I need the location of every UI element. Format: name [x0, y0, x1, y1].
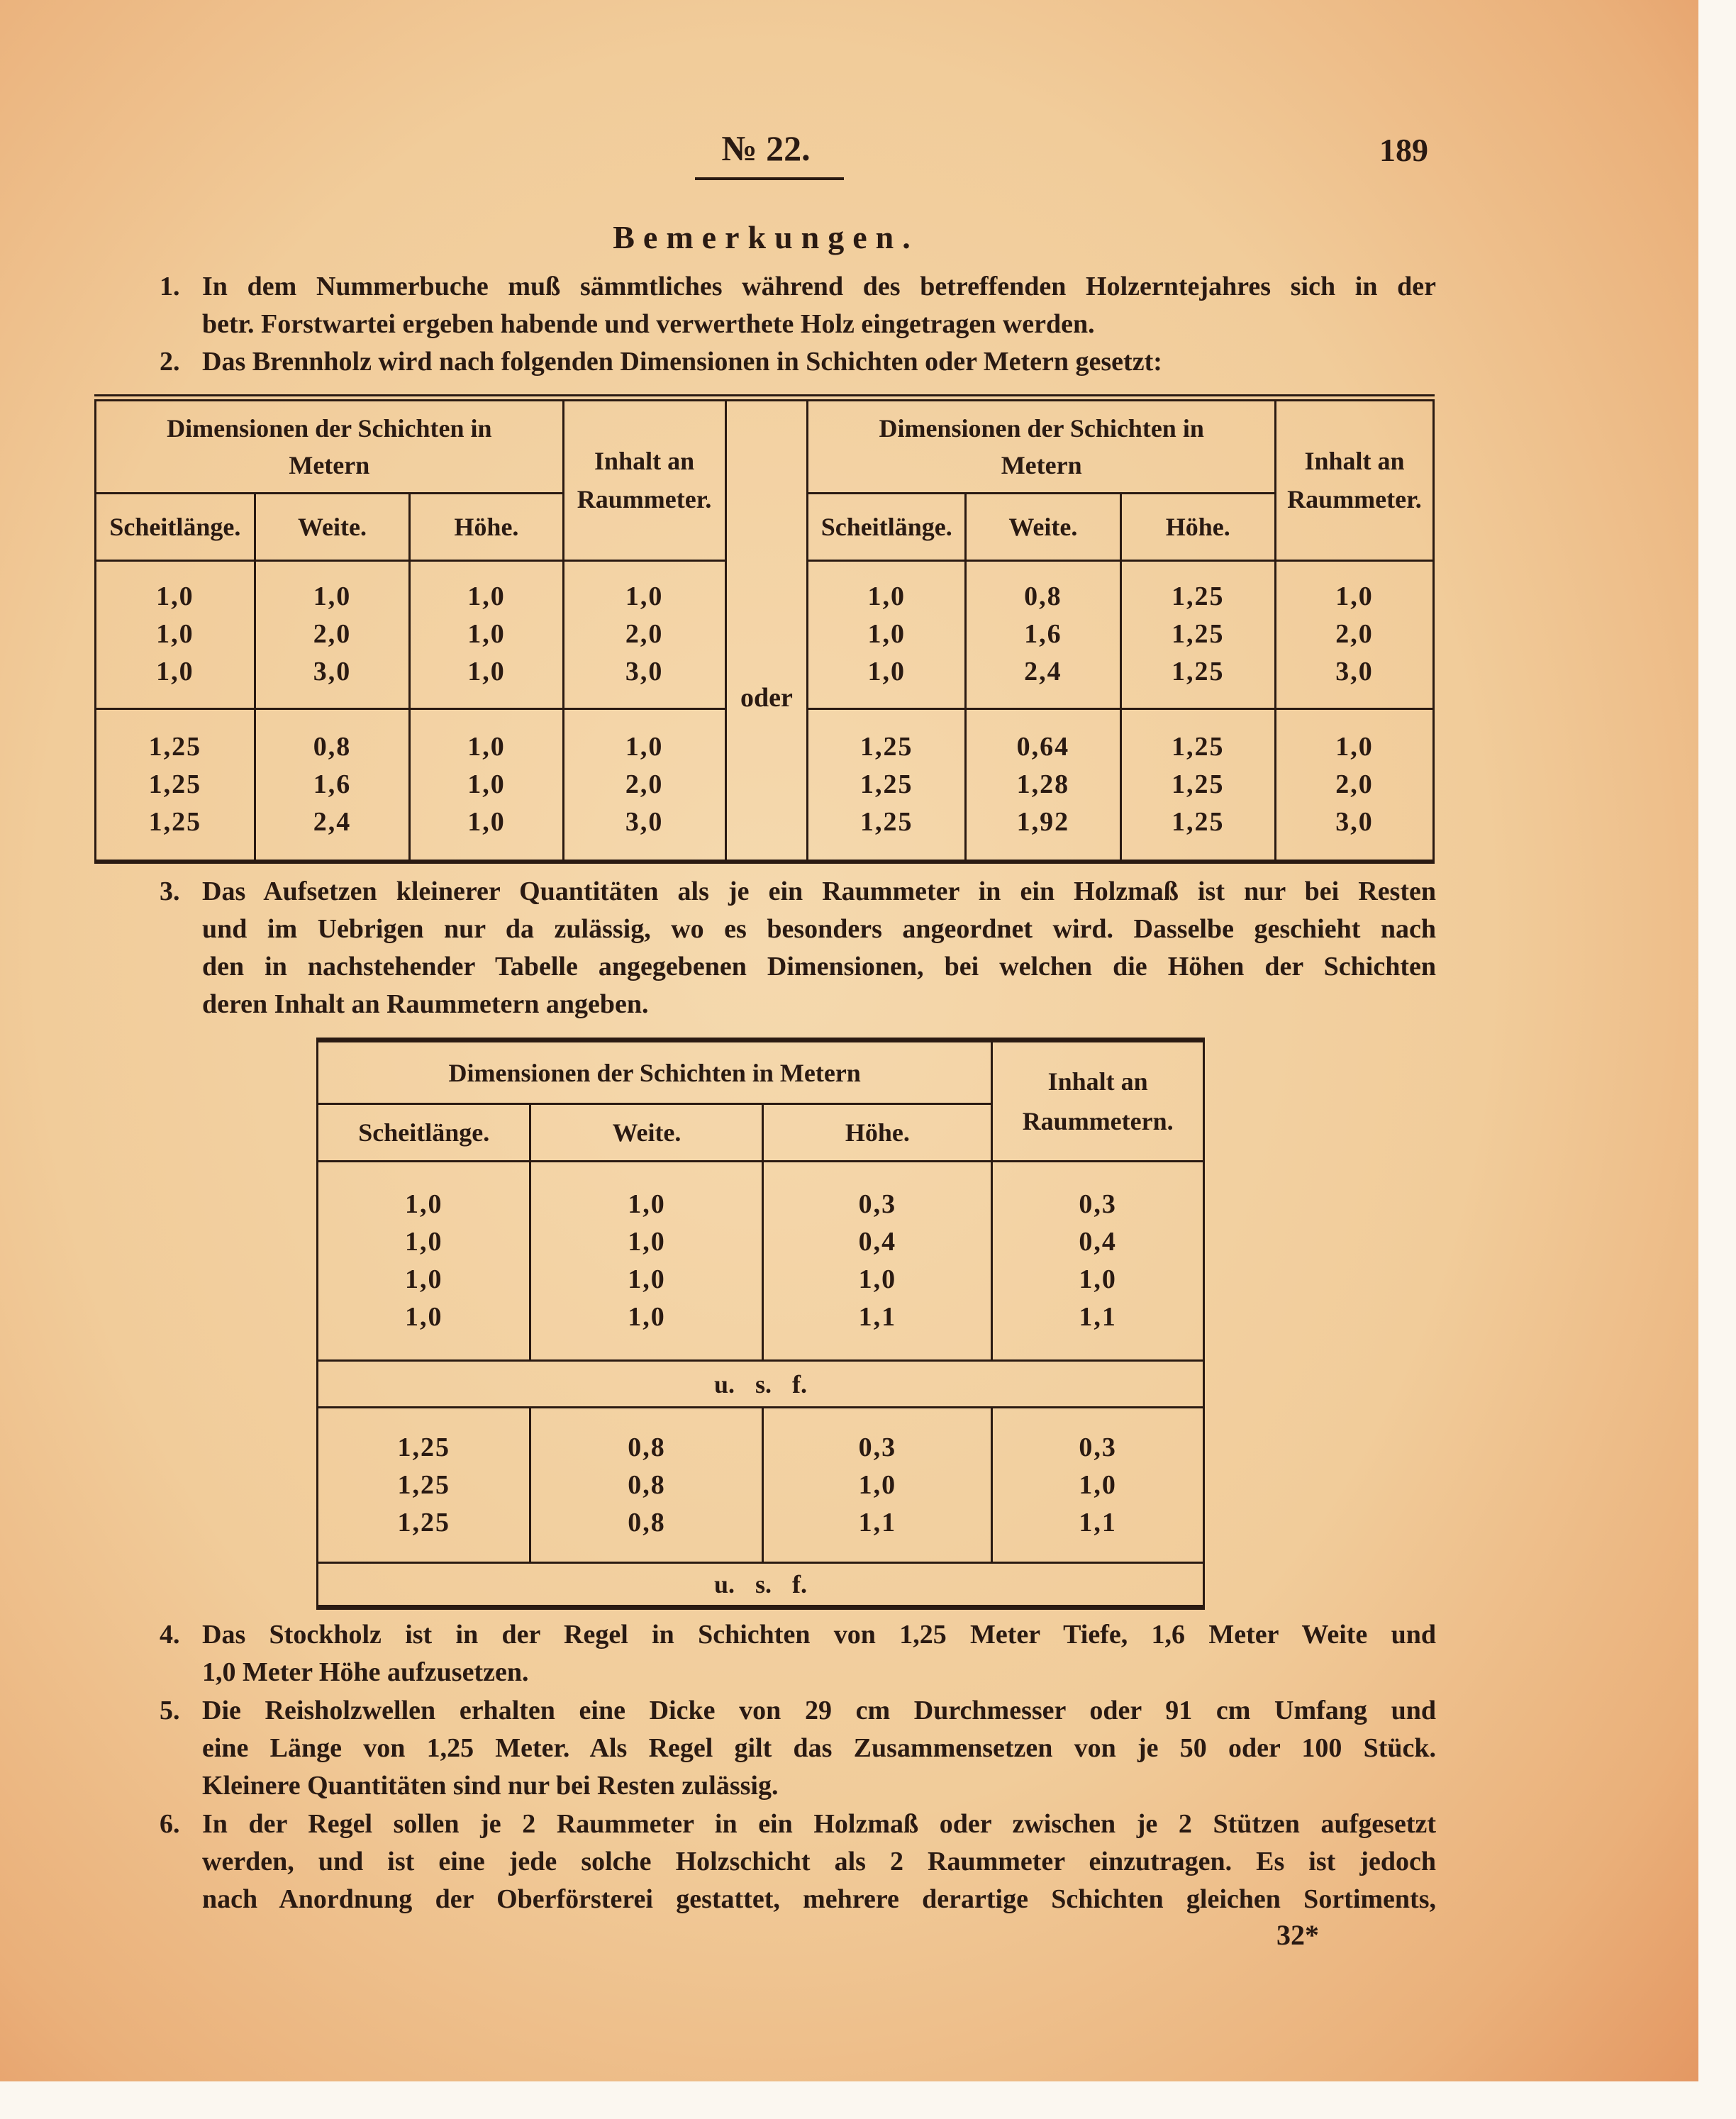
small-quantities-table	[316, 1038, 1205, 1610]
paragraph-line: nach Anordnung der Oberförsterei gestattet, mehrere derartige Schichten gleichen Sortiments,	[202, 1884, 1436, 1914]
cell-value: 1,25	[1172, 806, 1225, 837]
paragraph-line: betr. Forstwartei ergeben habende und verwerthete Holz eingetragen werden.	[202, 309, 1095, 339]
cell-value: 1,25	[1172, 582, 1225, 611]
paragraph-line: den in nachstehender Tabelle angegebenen Dimensionen, bei welchen die Höhen der Schichten	[202, 952, 1436, 981]
continuation-row: u. s. f.	[318, 1563, 1204, 1608]
cell-value: 1,25	[148, 769, 202, 799]
cell-value: 1,25	[860, 806, 913, 837]
cell-value: 1,0	[404, 1227, 443, 1257]
data-cell	[808, 708, 966, 862]
firewood-dimensions-table	[94, 394, 1435, 864]
paragraph-line: eine Länge von 1,25 Meter. Als Regel gilt das Zusammensetzen von je 50 oder 100 Stück.	[202, 1733, 1436, 1763]
cell-value: 1,0	[404, 1302, 443, 1332]
cell-value: 3,0	[1335, 806, 1374, 837]
cell-value: 1,0	[156, 619, 194, 649]
cell-value: 1,0	[467, 769, 506, 799]
paragraph-line: Die Reisholzwellen erhalten eine Dicke von 29 cm Durchmesser oder 91 cm Umfang und	[202, 1696, 1436, 1725]
cell-value: 1,28	[1016, 769, 1070, 799]
data-cell	[992, 1408, 1204, 1563]
cell-value: 0,3	[1079, 1432, 1117, 1462]
cell-value: 0,3	[858, 1432, 897, 1462]
cell-value: 2,0	[1335, 769, 1374, 799]
cell-value: 1,0	[867, 619, 906, 649]
cell-value: 1,25	[860, 731, 913, 762]
paragraph-line: Das Brennholz wird nach folgenden Dimensionen in Schichten oder Metern gesetzt:	[202, 347, 1162, 377]
data-cell	[318, 1408, 530, 1563]
cell-value: 1,0	[858, 1469, 897, 1500]
header-rule	[695, 177, 844, 180]
cell-value: 0,8	[313, 731, 352, 762]
cell-value: 1,25	[397, 1507, 450, 1537]
cell-value: 1,25	[148, 731, 202, 762]
cell-value: 1,25	[1172, 731, 1225, 762]
data-cell	[96, 708, 255, 862]
cell-value: 2,4	[1024, 657, 1062, 686]
cell-value: 1,0	[628, 1189, 666, 1219]
cell-value: 1,0	[1079, 1264, 1117, 1294]
cell-value: 1,0	[625, 731, 664, 762]
cell-value: 1,0	[467, 619, 506, 649]
cell-value: 1,1	[858, 1507, 897, 1537]
cell-value: 2,0	[625, 769, 664, 799]
cell-value: 1,0	[313, 582, 352, 611]
cell-value: 1,0	[867, 582, 906, 611]
cell-value: 1,1	[1079, 1507, 1117, 1537]
paragraph-line: deren Inhalt an Raummetern angeben.	[202, 989, 649, 1019]
cell-value: 1,25	[148, 806, 202, 837]
data-cell	[255, 560, 409, 708]
data-cell	[410, 708, 563, 862]
paragraph-line: In dem Nummerbuche muß sämmtliches während des betreffenden Holzerntejahres sich in der	[202, 272, 1436, 301]
cell-value: 1,25	[397, 1432, 450, 1462]
cell-value: 2,0	[625, 619, 664, 649]
document-number: № 22.	[721, 128, 811, 168]
column-header: Weite.	[255, 493, 409, 560]
data-cell	[808, 560, 966, 708]
paragraph-line: Kleinere Quantitäten sind nur bei Resten zulässig.	[202, 1771, 779, 1801]
cell-value: 2,0	[313, 619, 352, 649]
paragraph-number: 2.	[160, 347, 180, 377]
cell-value: 1,0	[625, 582, 664, 611]
cell-value: 1,25	[860, 769, 913, 799]
paragraph-number: 1.	[160, 272, 180, 301]
data-cell	[563, 708, 725, 862]
data-cell	[530, 1408, 763, 1563]
content-header: Inhalt an Raummeter.	[1275, 398, 1433, 560]
paragraph-number: 3.	[160, 877, 180, 906]
cell-value: 1,92	[1016, 806, 1070, 837]
data-cell	[1275, 708, 1433, 862]
cell-value: 0,4	[858, 1227, 897, 1257]
cell-value: 1,0	[156, 657, 194, 686]
paragraph-line: werden, und ist eine jede solche Holzschicht als 2 Raummeter einzutragen. Es ist jedoch	[202, 1847, 1436, 1876]
cell-value: 0,3	[1079, 1189, 1117, 1219]
data-cell	[1120, 560, 1275, 708]
data-cell	[318, 1162, 530, 1361]
paragraph-line: und im Uebrigen nur da zulässig, wo es besonders angeordnet wird. Dasselbe geschieht nach	[202, 914, 1436, 944]
column-header: Weite.	[966, 493, 1120, 560]
cell-value: 1,25	[1172, 769, 1225, 799]
data-cell	[966, 560, 1120, 708]
cell-value: 1,6	[313, 769, 352, 799]
cell-value: 1,1	[858, 1302, 897, 1332]
cell-value: 0,8	[628, 1507, 666, 1537]
cell-value: 3,0	[313, 657, 352, 686]
content-header: Inhalt an Raummeter.	[563, 398, 725, 560]
cell-value: 1,0	[404, 1264, 443, 1294]
paragraph-line: 1,0 Meter Höhe aufzusetzen.	[202, 1657, 529, 1687]
data-cell	[96, 560, 255, 708]
cell-value: 1,25	[1172, 619, 1225, 649]
paragraph-number: 6.	[160, 1809, 180, 1839]
data-cell	[255, 708, 409, 862]
page-number: 189	[1379, 132, 1428, 168]
cell-value: 1,0	[404, 1189, 443, 1219]
cell-value: 1,0	[1335, 731, 1374, 762]
cell-value: 1,0	[467, 582, 506, 611]
data-cell	[530, 1162, 763, 1361]
column-header: Höhe.	[410, 493, 563, 560]
column-header: Scheitlänge.	[808, 493, 966, 560]
paragraph-number: 5.	[160, 1696, 180, 1725]
group-header: Dimensionen der Schichten in Metern	[96, 398, 564, 493]
cell-value: 1,25	[397, 1469, 450, 1500]
cell-value: 3,0	[625, 657, 664, 686]
column-header: Höhe.	[1120, 493, 1275, 560]
section-title: Bemerkungen.	[613, 219, 919, 255]
cell-value: 0,8	[1024, 582, 1062, 611]
cell-value: 1,0	[467, 806, 506, 837]
column-header: Höhe.	[763, 1104, 992, 1162]
paragraph-line: In der Regel sollen je 2 Raummeter in ein Holzmaß oder zwischen je 2 Stützen aufgesetzt	[202, 1809, 1436, 1839]
column-header: Scheitlänge.	[96, 493, 255, 560]
group-header: Dimensionen der Schichten in Metern	[808, 398, 1276, 493]
cell-value: 3,0	[625, 806, 664, 837]
column-header: Scheitlänge.	[318, 1104, 530, 1162]
cell-value: 1,0	[1335, 582, 1374, 611]
data-cell	[763, 1408, 992, 1563]
cell-value: 1,0	[858, 1264, 897, 1294]
cell-value: 1,0	[628, 1302, 666, 1332]
paragraph-line: Das Aufsetzen kleinerer Quantitäten als je ein Raummeter in ein Holzmaß ist nur bei Resten	[202, 877, 1436, 906]
cell-value: 1,0	[467, 731, 506, 762]
cell-value: 1,0	[1079, 1469, 1117, 1500]
group-header: Dimensionen der Schichten in Metern	[318, 1040, 992, 1104]
data-cell	[1275, 560, 1433, 708]
cell-value: 1,1	[1079, 1302, 1117, 1332]
separator-oder: oder	[725, 398, 808, 862]
data-cell	[966, 708, 1120, 862]
signature-mark: 32*	[1276, 1919, 1319, 1951]
cell-value: 0,64	[1016, 731, 1070, 762]
cell-value: 0,4	[1079, 1227, 1117, 1257]
cell-value: 2,4	[313, 806, 352, 837]
cell-value: 0,3	[858, 1189, 897, 1219]
cell-value: 1,0	[156, 582, 194, 611]
cell-value: 1,0	[628, 1264, 666, 1294]
cell-value: 1,0	[467, 657, 506, 686]
content-header: Inhalt an Raummetern.	[992, 1040, 1204, 1162]
cell-value: 2,0	[1335, 619, 1374, 649]
data-cell	[763, 1162, 992, 1361]
column-header: Weite.	[530, 1104, 763, 1162]
cell-value: 1,0	[867, 657, 906, 686]
data-cell	[992, 1162, 1204, 1361]
paragraph-line: Das Stockholz ist in der Regel in Schichten von 1,25 Meter Tiefe, 1,6 Meter Weite und	[202, 1620, 1436, 1650]
data-cell	[1120, 708, 1275, 862]
cell-value: 1,6	[1024, 619, 1062, 649]
continuation-row: u. s. f.	[318, 1361, 1204, 1408]
cell-value: 0,8	[628, 1469, 666, 1500]
cell-value: 0,8	[628, 1432, 666, 1462]
data-cell	[410, 560, 563, 708]
data-cell	[563, 560, 725, 708]
cell-value: 1,0	[628, 1227, 666, 1257]
paragraph-number: 4.	[160, 1620, 180, 1650]
cell-value: 1,25	[1172, 657, 1225, 686]
cell-value: 3,0	[1335, 657, 1374, 686]
